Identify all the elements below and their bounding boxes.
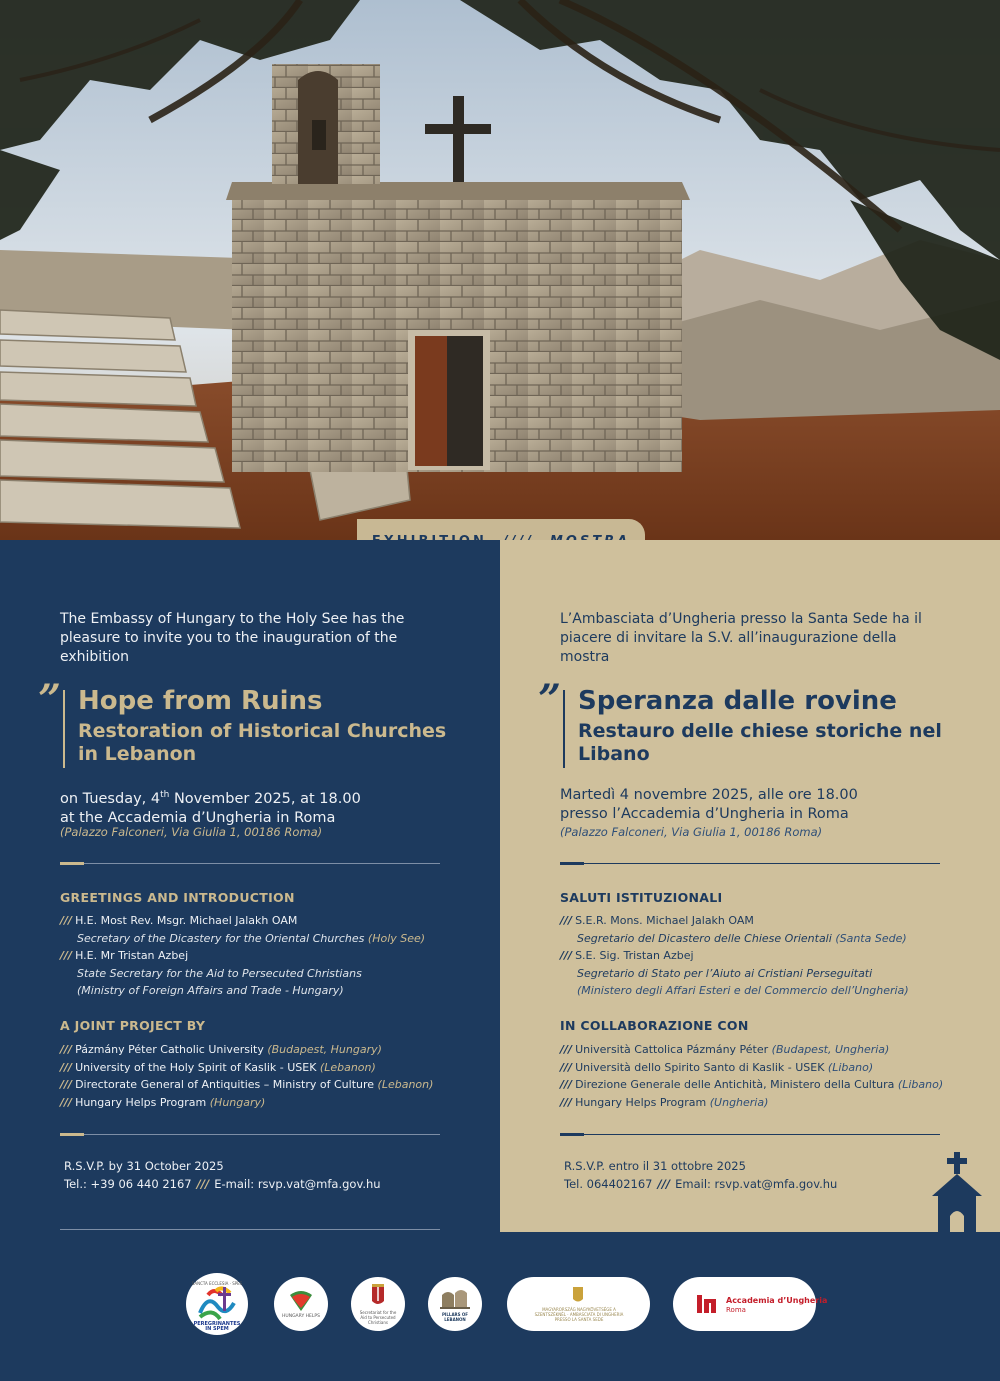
rsvp-email[interactable]: Email: rsvp.vat@mfa.gov.hu: [675, 1177, 838, 1191]
jubilee-logo: [186, 1273, 248, 1335]
pillars-text: PILLARS OF LEBANON: [441, 1312, 469, 1322]
event-date: [560, 786, 960, 824]
event-date: [60, 786, 460, 828]
hero-photo: [0, 0, 1000, 540]
embassy-text: MAGYARORSZÁG NAGYKÖVETSÉGE A SZENTSZÉKNÉL · AMBASCIATA DI UNGHERIA PRESSO LA SANTA SEDE: [534, 1307, 624, 1322]
hungary-helps-icon: [274, 1277, 328, 1331]
exhibition-subtitle: Restoration of Historical Churches in Lebanon: [78, 720, 447, 765]
list-item: /// Università dello Spirito Santo di Kaslik - USEK (Libano): [560, 1060, 874, 1074]
list-item: /// Hungary Helps Program (Hungary): [60, 1095, 266, 1109]
intro-text: L’Ambasciata d’Ungheria presso la Santa Sede ha il piacere di invitare la S.V. all’inaugurazione della mostra: [560, 611, 922, 665]
event-location: presso l’Accademia d’Ungheria in Roma: [560, 806, 849, 822]
rsvp-deadline: R.S.V.P. entro il 31 ottobre 2025: [564, 1159, 746, 1173]
greeting-name: S.E. Sig. Tristan Azbej: [575, 949, 694, 962]
quote-mark: ”: [538, 676, 562, 723]
accademia-mark-icon: [697, 1295, 719, 1313]
greeting-role: Segretario del Dicastero delle Chiese Orientali (Santa Sede): [577, 931, 907, 945]
hungary-helps-text: HUNGARY HELPS: [282, 1314, 320, 1319]
date-ordinal: th: [160, 790, 170, 800]
exhibition-subtitle: Restauro delle chiese storiche nel Libano: [578, 720, 942, 765]
greeting-role: Secretary of the Dicastery for the Oriental Churches (Holy See): [77, 931, 426, 945]
jubilee-bottom-text: PEREGRINANTES IN SPEM: [193, 1321, 241, 1332]
greeting-entry: /// H.E. Mr Tristan Azbej State Secretary for the Aid to Persecuted Christians (Ministry of Foreign Affairs and Trade - Hungary): [60, 947, 460, 1000]
list-item: /// Pázmány Péter Catholic University (Budapest, Hungary): [60, 1043, 382, 1056]
greeting-entry: /// H.E. Most Rev. Msgr. Michael Jalakh OAM Secretary of the Dicastery for the Oriental Churches (Holy See): [60, 912, 460, 947]
title-bar: [63, 690, 65, 768]
list-item: /// Hungary Helps Program (Ungheria): [560, 1095, 769, 1109]
quote-mark: ”: [38, 676, 62, 723]
divider: [60, 1134, 440, 1135]
greeting-entry: /// S.E.R. Mons. Michael Jalakh OAM Segretario del Dicastero delle Chiese Orientali (Santa Sede): [560, 912, 960, 947]
rsvp-block: R.S.V.P. by 31 October 2025 Tel.: +39 06 440 2167 /// E-mail: rsvp.vat@mfa.gov.hu: [64, 1159, 381, 1191]
accademia-city: Roma: [726, 1306, 746, 1314]
partner-list: [60, 1041, 470, 1111]
greeting-name: H.E. Most Rev. Msgr. Michael Jalakh OAM: [75, 914, 298, 927]
venue-address: (Palazzo Falconeri, Via Giulia 1, 00186 Roma): [560, 825, 823, 839]
greeting-role: State Secretary for the Aid to Persecuted Christians: [77, 966, 362, 980]
rsvp-email[interactable]: E-mail: rsvp.vat@mfa.gov.hu: [214, 1177, 381, 1191]
rsvp-block: R.S.V.P. entro il 31 ottobre 2025 Tel. 064402167 /// Email: rsvp.vat@mfa.gov.hu: [564, 1159, 838, 1191]
chapel-icon: [932, 1152, 982, 1234]
divider: [560, 863, 940, 864]
greetings-heading: GREETINGS AND INTRODUCTION: [60, 890, 295, 905]
pillars-icon: [428, 1277, 482, 1331]
rsvp-phone[interactable]: Tel.: +39 06 440 2167: [64, 1177, 192, 1191]
event-location: at the Accademia d’Ungheria in Roma: [60, 809, 336, 826]
footer-band: [0, 1232, 1000, 1381]
greeting-role: Segretario di Stato per l’Aiuto ai Cristiani Perseguitati: [577, 966, 873, 980]
state-secretariat-logo: [351, 1277, 405, 1331]
exhibition-title: Hope from Ruins: [78, 686, 323, 716]
pillars-of-lebanon-logo: [428, 1277, 482, 1331]
joint-project-heading: A JOINT PROJECT BY: [60, 1018, 206, 1033]
greeting-ministry: (Ministero degli Affari Esteri e del Commercio dell’Ungheria): [577, 984, 909, 997]
intro-text: The Embassy of Hungary to the Holy See has the pleasure to invite you to the inauguration of the exhibition: [60, 611, 405, 665]
exhibition-title: Speranza dalle rovine: [578, 686, 897, 716]
list-item: /// University of the Holy Spirit of Kaslik - USEK (Lebanon): [60, 1060, 376, 1074]
accademia-logo: [673, 1277, 828, 1331]
accademia-name: Accademia d’Ungheria: [726, 1296, 828, 1305]
joint-project-heading: IN COLLABORAZIONE CON: [560, 1018, 749, 1033]
state-secretariat-text: Secretariat for the Aid to Persecuted Christians: [359, 1310, 397, 1325]
hungary-helps-logo: [274, 1277, 328, 1331]
greetings-heading: SALUTI ISTITUZIONALI: [560, 890, 723, 905]
partner-list: [560, 1041, 970, 1111]
divider: [560, 1134, 940, 1135]
list-item: /// Directorate General of Antiquities – Ministry of Culture (Lebanon): [60, 1078, 434, 1091]
greeting-ministry: (Ministry of Foreign Affairs and Trade - Hungary): [77, 984, 344, 997]
list-item: /// Università Cattolica Pázmány Péter (Budapest, Ungheria): [560, 1043, 890, 1056]
embassy-crest-icon: [507, 1277, 650, 1331]
italian-column: [500, 540, 1000, 1232]
list-item: /// Direzione Generale delle Antichità, Ministero della Cultura (Libano): [560, 1078, 944, 1091]
date-suffix: November 2025, at 18.00: [169, 790, 361, 807]
greeting-entry: /// S.E. Sig. Tristan Azbej Segretario di Stato per l’Aiuto ai Cristiani Perseguitati (Ministero degli Affari Esteri e del Commercio dell’Ungheria): [560, 947, 960, 1000]
rsvp-deadline: R.S.V.P. by 31 October 2025: [64, 1159, 224, 1173]
title-bar: [563, 690, 565, 768]
rsvp-phone[interactable]: Tel. 064402167: [564, 1177, 653, 1191]
date-text: Martedì 4 novembre 2025, alle ore 18.00: [560, 787, 858, 803]
greeting-name: H.E. Mr Tristan Azbej: [75, 949, 189, 962]
greeting-name: S.E.R. Mons. Michael Jalakh OAM: [575, 914, 754, 927]
english-column: [0, 540, 500, 1232]
jubilee-top-text: SANCTA ECCLESIA · SPES: [191, 1281, 243, 1286]
venue-address: (Palazzo Falconeri, Via Giulia 1, 00186 Roma): [60, 825, 323, 839]
divider: [60, 863, 440, 864]
embassy-logo: [507, 1277, 650, 1331]
divider: [60, 1229, 440, 1230]
date-prefix: on Tuesday, 4: [60, 790, 161, 807]
chapel-photo-illustration: [0, 0, 1000, 540]
